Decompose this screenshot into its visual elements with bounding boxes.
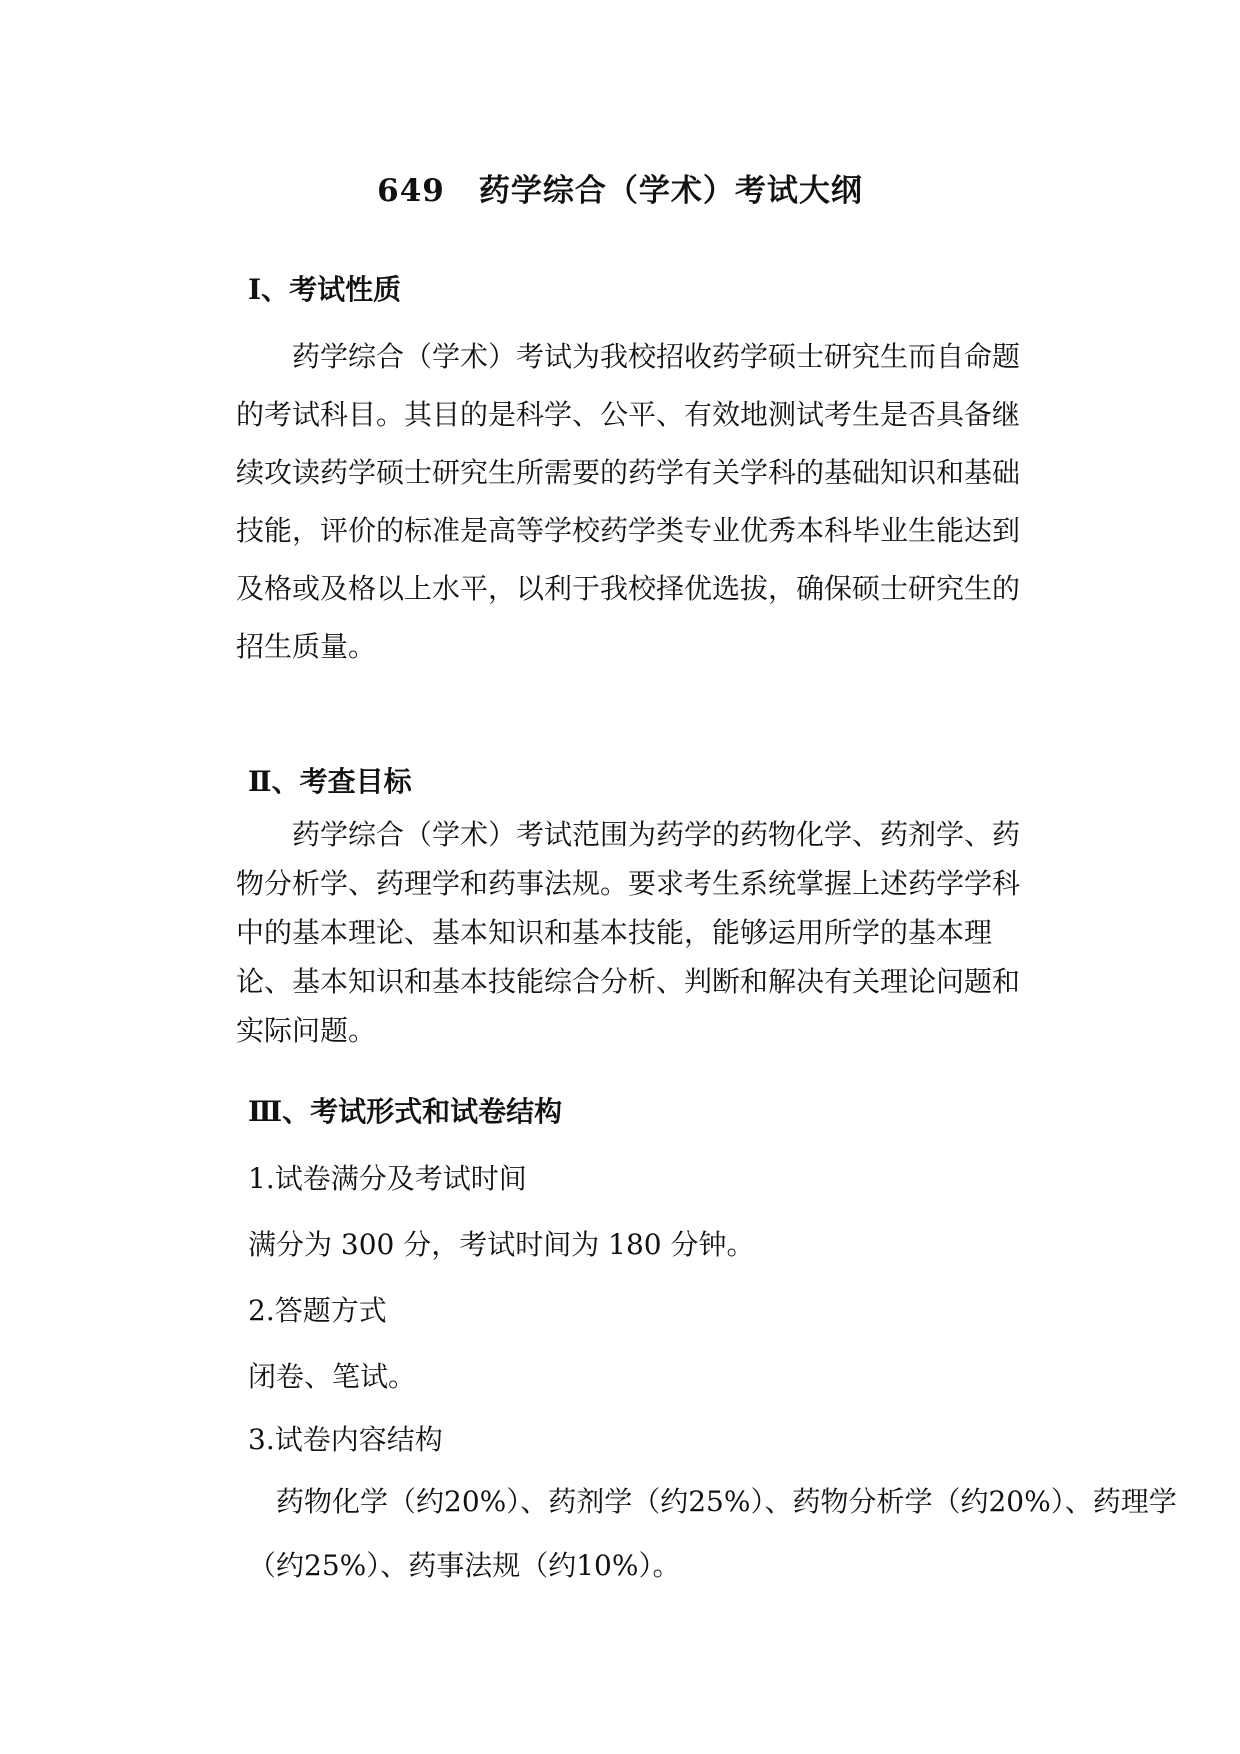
section-2-paragraph [236, 810, 1056, 1055]
section-heading-2: Ⅱ、考查目标 [248, 765, 412, 798]
paragraph-line: 续攻读药学硕士研究生所需要的药学有关学科的基础知识和基础 [236, 456, 1021, 489]
paragraph-line: 药学综合（学术）考试范围为药学的药物化学、药剂学、药 [236, 818, 1021, 851]
section-1-paragraph [236, 328, 1056, 676]
paragraph-line: 的考试科目。其目的是科学、公平、有效地测试考生是否具备继 [236, 398, 1021, 431]
paragraph-line: 技能，评价的标准是高等学校药学类专业优秀本科毕业生能达到 [236, 514, 1021, 547]
section-heading-1: Ⅰ、考试性质 [248, 273, 402, 306]
subsection-heading: 1.试卷满分及考试时间 [248, 1162, 527, 1195]
subsection-heading: 2.答题方式 [248, 1294, 387, 1327]
page-title [0, 165, 1240, 210]
paragraph-line: 中的基本理论、基本知识和基本技能，能够运用所学的基本理 [236, 916, 993, 949]
section-heading-3: Ⅲ、考试形式和试卷结构 [248, 1095, 563, 1128]
item-text: 满分为 300 分，考试时间为 180 分钟。 [248, 1228, 755, 1261]
title-text: 药学综合（学术）考试大纲 [478, 173, 863, 209]
paragraph-line: 药学综合（学术）考试为我校招收药学硕士研究生而自命题 [236, 340, 1021, 373]
paragraph-line: 论、基本知识和基本技能综合分析、判断和解决有关理论问题和 [236, 965, 1021, 998]
item-text: 闭卷、笔试。 [248, 1360, 417, 1393]
item-text: 药物化学（约20%）、药剂学（约25%）、药物分析学（约20%）、药理学 [248, 1485, 1177, 1518]
subsection-heading: 3.试卷内容结构 [248, 1423, 443, 1456]
paragraph-line: 及格或及格以上水平，以利于我校择优选拔，确保硕士研究生的 [236, 572, 1021, 605]
paragraph-line: 物分析学、药理学和药事法规。要求考生系统掌握上述药学学科 [236, 867, 1021, 900]
paragraph-line: 招生质量。 [236, 630, 377, 663]
title-code: 649 [377, 173, 445, 209]
paragraph-line: 实际问题。 [236, 1014, 377, 1047]
item-text: （约25%）、药事法规（约10%）。 [248, 1549, 681, 1582]
